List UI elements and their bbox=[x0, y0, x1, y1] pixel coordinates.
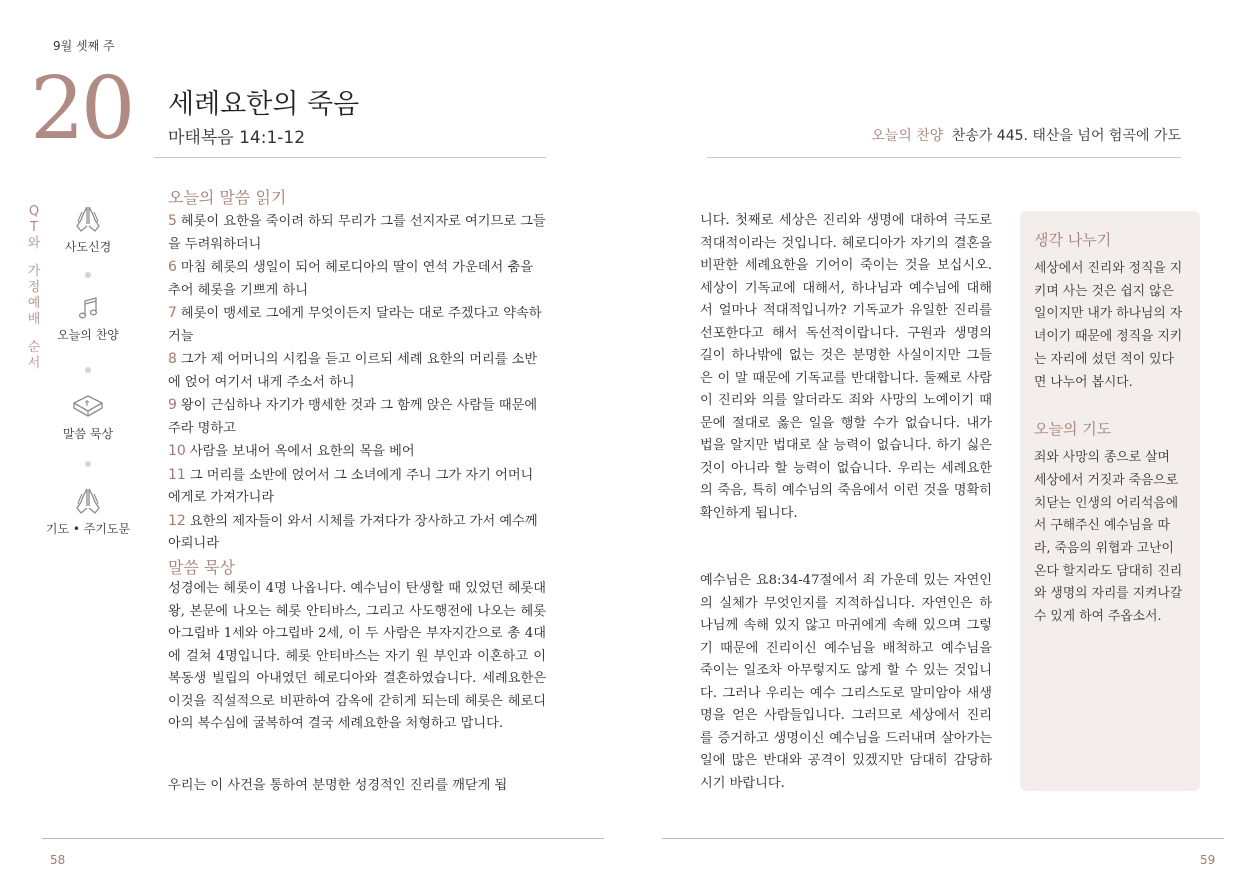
verse-number: 11 bbox=[168, 466, 186, 483]
verse bbox=[168, 256, 546, 302]
meditation-paragraph-3: 니다. 첫째로 세상은 진리와 생명에 대하여 극도로 적대적이라는 것입니다. 헤로디아가 자기의 결혼을 비판한 세례요한을 기어이 죽이는 것을 보십시오. 세상이 기독교에 대해서, 하나님과 예수님에 대해서 얼마나 적대적입니까? 기독교가 유일한 진리를 선포한다고 해서 독선적이랍니다. 구원과 생명의 길이 하나밖에 없는 것은 분명한 사실이지만 그들은 이 말 때문에 기독교를 반대합니다. 둘째로 사람이 진리와 의를 알더라도 죄와 사망의 노예이기 때문에 절대로 옳은 일을 행할 수가 없습니다. 내가 법을 알지만 법대로 살 능력이 없습니다. 하기 싫은 것이 아니라 할 능력이 없습니다. 우리는 세례요한의 죽음, 특히 예수님의 죽음에서 이런 것을 명확히 확인하게 됩니다. bbox=[700, 213, 992, 521]
day-number: 20 bbox=[30, 59, 132, 159]
footer-divider-right bbox=[662, 838, 1224, 839]
share-text: 세상에서 진리와 정직을 지키며 사는 것은 쉽지 않은 일이지만 내가 하나님의 자녀이기 때문에 정직을 지키는 자리에 섰던 적이 있다면 나누어 봅시다. bbox=[1034, 261, 1183, 390]
vertical-char: 배 bbox=[27, 312, 41, 327]
verse-text: 요한의 제자들이 와서 시체를 가져다가 장사하고 가서 예수께 아뢰니라 bbox=[168, 513, 538, 551]
step-label: 사도신경 bbox=[64, 240, 112, 254]
vertical-char: 가 bbox=[27, 264, 41, 279]
vertical-char: 순 bbox=[27, 340, 41, 355]
vertical-char: 정 bbox=[27, 280, 41, 295]
step-todays-hymn bbox=[33, 296, 143, 343]
vertical-char: 서 bbox=[27, 356, 41, 371]
todays-hymn bbox=[871, 125, 1181, 145]
verse-text: 헤롯이 맹세로 그에게 무엇이든지 달라는 대로 주겠다고 약속하거늘 bbox=[168, 306, 542, 344]
praying-hands-icon bbox=[71, 486, 105, 516]
box-spacer bbox=[1034, 394, 1186, 418]
step-apostles-creed bbox=[33, 204, 143, 255]
step-word-meditation bbox=[33, 391, 143, 442]
verse-number: 6 bbox=[168, 259, 177, 275]
verse-text: 왕이 근심하나 자기가 맹세한 것과 그 함께 앉은 사람들 때문에 주라 명하고 bbox=[168, 398, 538, 436]
meditation-paragraph-2: 우리는 이 사건을 통하여 분명한 성경적인 진리를 깨닫게 됩 bbox=[168, 778, 508, 793]
verse-text: 헤롯이 요한을 죽이려 하되 무리가 그를 선지자로 여기므로 그들을 두려워하더니 bbox=[168, 214, 546, 252]
meditation-paragraph-1: 성경에는 헤롯이 4명 나옵니다. 예수님이 탄생할 때 있었던 헤롯대왕, 본문에 나오는 헤롯 안티바스, 그리고 사도행전에 나오는 헤롯 아그립바 1세와 아그립바 2세, 이 두 사람은 부자지간으로 총 4대에 걸쳐 4명입니다. 헤롯 안티바스는 자기 원 부인과 이혼하고 이복동생 빌립의 아내였던 헤로디아와 결혼하였습니다. 세례요한은 이것을 직설적으로 비판하여 감옥에 갇히게 되는데 헤롯은 헤로디아의 복수심에 굴복하여 결국 세례요한을 처형하고 맙니다. bbox=[168, 581, 546, 731]
verse-text: 그 머리를 소반에 얹어서 그 소녀에게 주니 그가 자기 어머니에게로 가져가니라 bbox=[168, 467, 534, 505]
verse-number: 10 bbox=[168, 443, 186, 459]
step-label: 말씀 묵상 bbox=[62, 427, 114, 441]
step-separator-dot bbox=[85, 461, 91, 467]
vertical-char: Q bbox=[28, 204, 40, 219]
meditation-heading: 말씀 묵상 bbox=[168, 558, 235, 577]
verse bbox=[168, 510, 546, 556]
reflection-box bbox=[1020, 211, 1200, 791]
page-number-right: 59 bbox=[1200, 853, 1216, 867]
step-label: 기도 • 주기도문 bbox=[45, 522, 131, 536]
verse-text: 사람을 보내어 옥에서 요한의 목을 베어 bbox=[189, 444, 415, 459]
prayer-text: 죄와 사망의 종으로 살며 세상에서 거짓과 죽음으로 치닫는 인생의 어리석음에서 구해주신 예수님을 따라, 죽음의 위협과 고난이 온다 할지라도 담대히 진리와 생명의 자리를 지켜나갈 수 있게 하여 주옵소서. bbox=[1034, 450, 1183, 625]
header-divider-left bbox=[154, 157, 546, 158]
page-number-left: 58 bbox=[50, 853, 66, 867]
prayer-heading: 오늘의 기도 bbox=[1034, 420, 1112, 439]
vertical-char: 와 bbox=[27, 236, 41, 251]
vertical-char: T bbox=[30, 220, 38, 235]
scripture-reference: 마태복음 14:1-12 bbox=[168, 128, 306, 148]
vertical-char: 예 bbox=[27, 296, 41, 311]
verse bbox=[168, 394, 546, 440]
page-title: 세례요한의 죽음 bbox=[168, 89, 360, 120]
week-label: 9월 셋째 주 bbox=[53, 39, 115, 53]
verse bbox=[168, 302, 546, 348]
hymn-title: 찬송가 445. 태산을 넘어 험곡에 가도 bbox=[951, 128, 1181, 144]
hymn-label: 오늘의 찬양 bbox=[871, 128, 944, 144]
step-label: 오늘의 찬양 bbox=[57, 328, 119, 342]
verse-text: 마침 헤롯의 생일이 되어 헤로디아의 딸이 연석 가운데서 춤을 추어 헤롯을 기쁘게 하니 bbox=[168, 260, 533, 298]
verse bbox=[168, 348, 546, 394]
meditation-paragraph-4: 예수님은 요8:34-47절에서 죄 가운데 있는 자연인의 실체가 무엇인지를 지적하십니다. 자연인은 하나님께 속해 있지 않고 마귀에게 속해 있으며 그렇기 때문에 진리이신 예수님을 배척하고 예수님을 죽이는 일조차 아무렇지도 않게 할 수 있는 것입니다. 그러나 우리는 예수 그리스도로 말미암아 새생명을 얻은 사람들입니다. 그러므로 세상에서 진리를 증거하고 생명이신 예수님을 드러내며 살아가는 일에 많은 반대와 공격이 있겠지만 담대히 감당하시기 바랍니다. bbox=[700, 573, 992, 791]
verse-number: 5 bbox=[168, 213, 177, 229]
footer-divider-left bbox=[42, 838, 604, 839]
reading-heading: 오늘의 말씀 읽기 bbox=[168, 188, 287, 207]
verse bbox=[168, 440, 546, 464]
step-separator-dot bbox=[85, 367, 91, 373]
step-prayer bbox=[33, 486, 143, 537]
verse-text: 그가 제 어머니의 시킴을 듣고 이르되 세례 요한의 머리를 소반에 얹어 여기서 내게 주소서 하니 bbox=[168, 352, 538, 390]
music-note-icon bbox=[71, 296, 105, 322]
verse-number: 8 bbox=[168, 351, 177, 367]
step-separator-dot bbox=[85, 272, 91, 278]
share-heading: 생각 나누기 bbox=[1034, 231, 1112, 249]
header-divider-right bbox=[707, 157, 1181, 158]
verse-number: 7 bbox=[168, 305, 177, 321]
bible-icon bbox=[70, 391, 106, 421]
praying-hands-icon bbox=[71, 204, 105, 234]
verse-number: 9 bbox=[168, 397, 177, 413]
verse bbox=[168, 210, 546, 256]
verse-list bbox=[168, 210, 546, 556]
verse bbox=[168, 464, 546, 510]
verse-number: 12 bbox=[168, 512, 186, 529]
